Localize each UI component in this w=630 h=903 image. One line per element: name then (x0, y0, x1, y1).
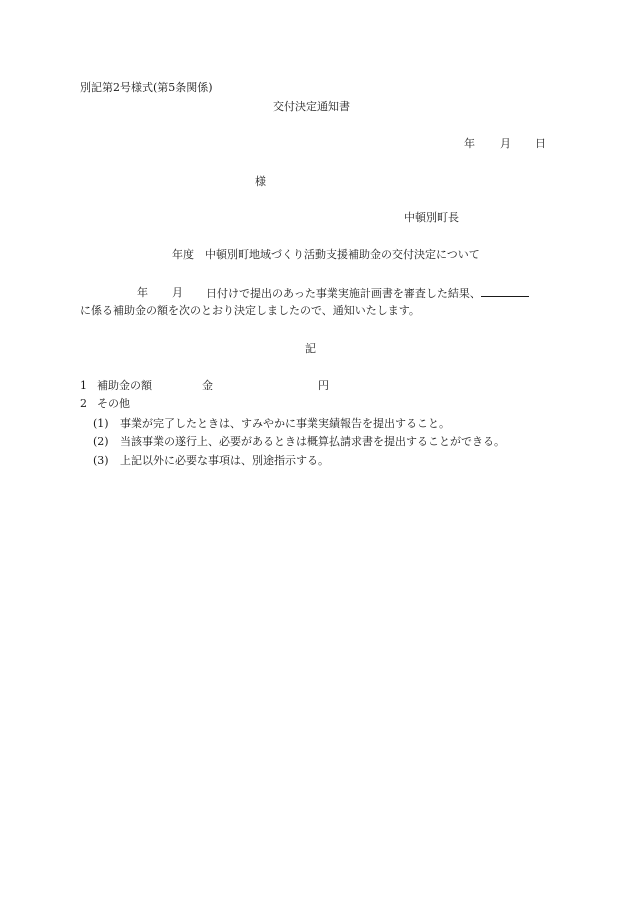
body-text-2: に係る補助金の額を次のとおり決定しましたので、通知いたします。 (80, 304, 420, 317)
item-2-label: その他 (97, 397, 130, 410)
body-year-label: 年 (137, 286, 148, 299)
body-month-label: 月 (172, 286, 183, 299)
form-label: 別記第2号様式(第5条関係) (80, 81, 213, 94)
sub-item-number: (1) (93, 417, 109, 430)
project-name-blank (481, 286, 529, 297)
item-1-kin: 金 (202, 379, 213, 392)
date-month-label: 月 (500, 137, 511, 150)
sub-item-number: (2) (93, 435, 109, 448)
addressee-suffix: 様 (255, 175, 266, 188)
body-text-1 (206, 286, 529, 301)
item-2-number: 2 (80, 397, 87, 410)
document-title: 交付決定通知書 (273, 100, 350, 113)
sub-item-number: (3) (93, 454, 109, 467)
date-day-label: 日 (535, 137, 546, 150)
sub-item-text: 事業が完了したときは、すみやかに事業実績報告を提出すること。 (120, 417, 450, 430)
item-1-label: 補助金の額 (97, 379, 152, 392)
issuer-name: 中頓別町長 (404, 211, 459, 224)
item-1-yen: 円 (318, 379, 329, 392)
sub-item-text: 当該事業の遂行上、必要があるときは概算払請求書を提出することができる。 (120, 435, 505, 448)
body-text-1-content: 日付けで提出のあった事業実施計画書を審査した結果、 (206, 287, 481, 300)
sub-item-text: 上記以外に必要な事項は、別途指示する。 (120, 454, 329, 467)
date-year-label: 年 (464, 137, 475, 150)
ki-heading: 記 (305, 342, 316, 355)
subject-line: 年度 中頓別町地域づくり活動支援補助金の交付決定について (172, 248, 480, 261)
item-1-number: 1 (80, 379, 87, 392)
